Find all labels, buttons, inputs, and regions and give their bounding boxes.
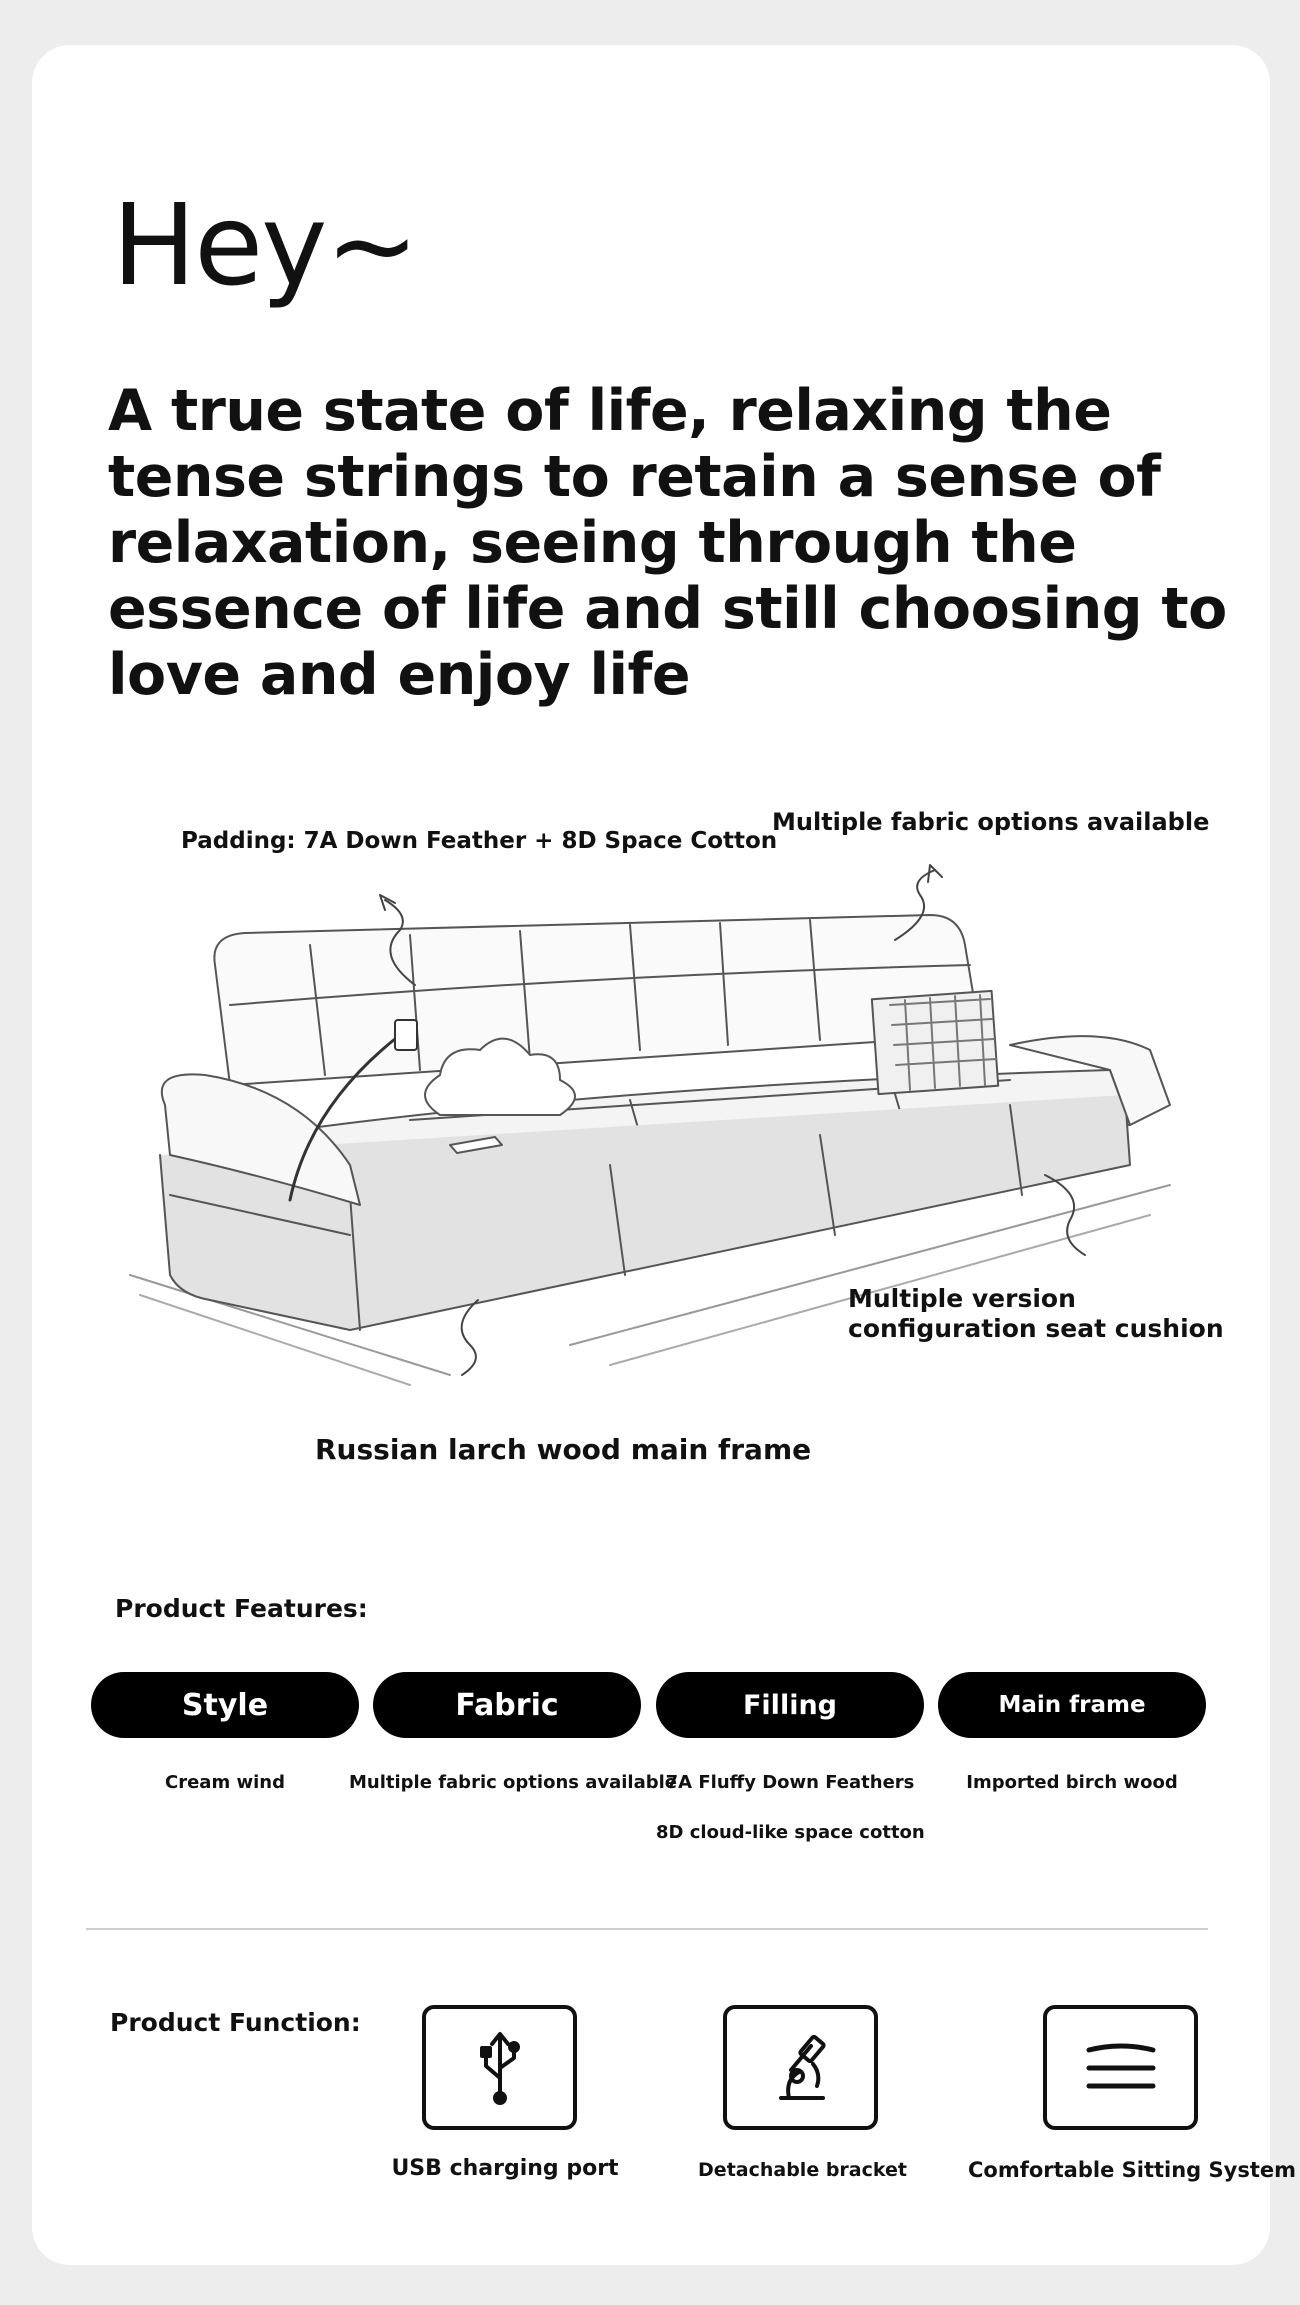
feature-pill-fabric: Fabric — [373, 1672, 641, 1738]
usb-icon — [422, 2005, 577, 2130]
feature-value-filling-1: 7A Fluffy Down Feathers — [665, 1772, 915, 1793]
callout-seat-line2: configuration seat cushion — [848, 1314, 1224, 1343]
feature-value-fabric: Multiple fabric options available — [349, 1772, 678, 1793]
callout-seat-cushion — [848, 1284, 1224, 1344]
features-title: Product Features: — [115, 1594, 368, 1623]
feature-pill-style: Style — [91, 1672, 359, 1738]
feature-pill-main-frame: Main frame — [938, 1672, 1206, 1738]
function-label-usb: USB charging port — [391, 2156, 619, 2181]
greeting-heading: Hey~ — [112, 181, 418, 311]
comfort-waves-icon — [1043, 2005, 1198, 2130]
bracket-icon — [723, 2005, 878, 2130]
callout-frame: Russian larch wood main frame — [315, 1433, 812, 1466]
functions-title: Product Function: — [110, 2008, 361, 2037]
feature-value-filling-2: 8D cloud-like space cotton — [656, 1822, 925, 1843]
headline-text: A true state of life, relaxing the tense strings to retain a sense of relaxation, seeing through the essence of life and still choosing to love and enjoy life — [108, 378, 1227, 708]
function-label-comfort: Comfortable Sitting System — [968, 2158, 1297, 2182]
callout-seat-line1: Multiple version — [848, 1284, 1076, 1313]
callout-padding: Padding: 7A Down Feather + 8D Space Cotton — [181, 828, 778, 854]
feature-value-main-frame: Imported birch wood — [966, 1772, 1178, 1793]
function-label-bracket: Detachable bracket — [698, 2159, 907, 2181]
feature-pill-filling: Filling — [656, 1672, 924, 1738]
callout-fabric: Multiple fabric options available — [772, 808, 1210, 836]
feature-value-style: Cream wind — [165, 1772, 285, 1793]
section-divider — [86, 1928, 1208, 1930]
